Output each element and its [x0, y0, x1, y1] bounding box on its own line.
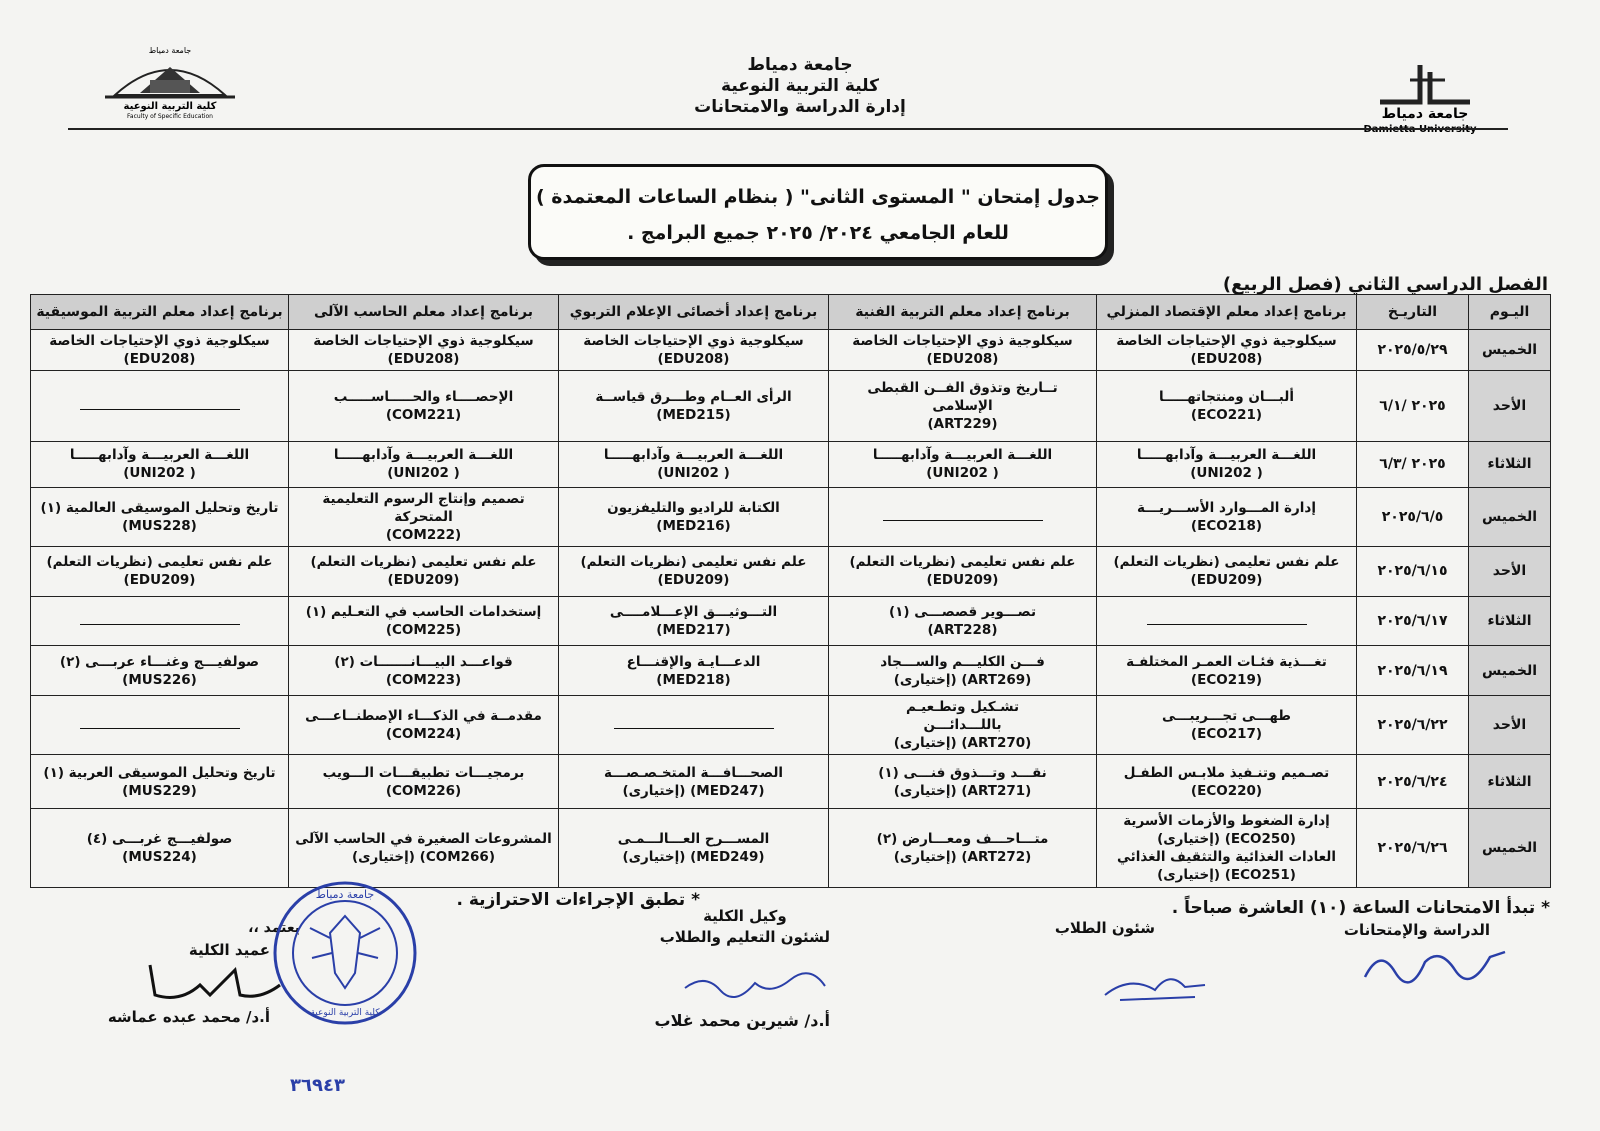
course-line: (ECO220) — [1190, 782, 1263, 799]
table-row — [31, 596, 1551, 646]
course-line: إستخدامات الحاسب في التعـليم (١) — [305, 603, 542, 620]
table-row — [31, 695, 1551, 754]
course-line: مقدمــة في الذكـــاء الإصطنــاعـــى — [305, 708, 542, 724]
course-cell — [289, 487, 559, 546]
course-cell — [829, 755, 1097, 809]
course-cell — [1097, 755, 1357, 809]
course-line: الكتابة للراديو والتليفزيون — [607, 499, 780, 516]
course-cell — [1097, 809, 1357, 888]
course-line: (ART272) (إختيارى) — [893, 849, 1032, 866]
course-line: (EDU209) — [1190, 572, 1263, 589]
date-cell: ٢٠٢٥/٦/٢٤ — [1357, 755, 1469, 809]
course-line: علم نفس تعليمى (نظريات التعلم) — [310, 554, 537, 571]
day-cell: الثلاثاء — [1469, 596, 1551, 646]
course-cell — [1097, 546, 1357, 596]
course-line: (ART229) — [927, 416, 998, 433]
course-line: صولفيـــج غربـــى (٤) — [86, 831, 233, 848]
course-cell — [31, 546, 289, 596]
column-header: برنامج إعداد معلم الإقتصاد المنزلي — [1097, 295, 1357, 330]
semester-label: الفصل الدراسي الثاني (فصل الربيع) — [1222, 274, 1548, 295]
start-time-note: * تبدأ الامتحانات الساعة (١٠) العاشرة صباحاً . — [1171, 898, 1550, 918]
course-cell — [1097, 330, 1357, 371]
table-row — [31, 546, 1551, 596]
logo-right-ar-text: جامعة دمياط — [1381, 106, 1469, 122]
column-header: برنامج إعداد معلم الحاسب الآلى — [289, 295, 559, 330]
course-line: علم نفس تعليمى (نظريات التعلم) — [849, 554, 1076, 571]
course-line: علم نفس تعليمى (نظريات التعلم) — [580, 554, 807, 571]
column-header: برنامج إعداد معلم التربية الفنية — [829, 295, 1097, 330]
course-cell — [289, 695, 559, 754]
date-cell: ٢٠٢٥/٦/١٩ — [1357, 646, 1469, 696]
course-line: تغـــذية فئـات العمـر المختلفـة — [1126, 653, 1327, 670]
course-line: (MUS229) — [122, 782, 197, 799]
course-line: (EDU209) — [387, 572, 460, 589]
department-name: إدارة الدراسة والامتحانات — [694, 97, 906, 117]
course-cell — [289, 646, 559, 696]
course-line: (ART270) (إختيارى) — [893, 735, 1032, 751]
course-line: (COM223) — [385, 671, 462, 688]
course-cell — [31, 596, 289, 646]
course-line: (EDU208) — [926, 351, 999, 367]
vice-dean-name: أ.د/ شيرين محمد غلاب — [654, 1011, 830, 1030]
course-line: قواعـــد البيـــانـــــــات (٢) — [334, 653, 513, 670]
table-row — [31, 371, 1551, 442]
course-cell — [559, 755, 829, 809]
course-line: سيكلوجية ذوي الإحتياجات الخاصة — [49, 333, 270, 349]
course-line: (MED215) — [656, 407, 731, 424]
university-name: جامعة دمياط — [747, 55, 853, 75]
course-cell — [829, 487, 1097, 546]
date-cell: ٢٠٢٥/٦/١٧ — [1357, 596, 1469, 646]
exam-table — [30, 294, 1551, 888]
course-cell — [829, 371, 1097, 442]
course-line: اللغـــة العربيـــة وآدابهـــــا — [333, 447, 514, 464]
precaution-note: * تطبق الإجراءات الاحترازية . — [456, 890, 700, 910]
course-cell — [559, 330, 829, 371]
course-line: طهـــى تجـــريبـــى — [1162, 708, 1291, 724]
course-line: (EDU208) — [387, 351, 460, 367]
course-line: ( UNI202) — [657, 465, 730, 482]
column-header: اليـوم — [1469, 295, 1551, 330]
dean-name: أ.د/ محمد عبده عماشه — [107, 1008, 270, 1026]
course-line: ( UNI202) — [123, 465, 196, 482]
course-cell — [559, 695, 829, 754]
course-line: (MUS226) — [122, 671, 197, 688]
course-cell — [829, 546, 1097, 596]
column-header: التاريـخ — [1357, 295, 1469, 330]
course-cell — [829, 596, 1097, 646]
dean-signature-icon — [140, 955, 290, 1005]
table-body — [31, 330, 1551, 888]
course-cell — [1097, 596, 1357, 646]
date-cell: ٢٠٢٥ /٦/٣ — [1357, 442, 1469, 487]
students-label: شئون الطلاب — [1054, 919, 1155, 937]
course-line: (COM266) (إختيارى) — [352, 849, 495, 866]
course-line: (ECO221) — [1190, 407, 1263, 424]
course-line: المســـرح العـــالـــمـى — [617, 831, 770, 848]
course-line: اللغـــة العربيـــة وآدابهـــــا — [69, 447, 250, 464]
course-line: التـــوثيـــق الإعـــلامــــى — [609, 603, 778, 620]
course-cell — [1097, 695, 1357, 754]
empty-slot-line — [1147, 624, 1307, 625]
column-header: برنامج إعداد معلم التربية الموسيقية — [31, 295, 289, 330]
course-line: إدارة الضغوط والأزمات الأسرية — [1123, 813, 1330, 830]
course-cell — [31, 646, 289, 696]
studies-label: الدراسة والإمتحانات — [1343, 921, 1490, 939]
course-line: الإسلامى — [932, 398, 993, 415]
seal-top-text: جامعة دمياط — [315, 888, 375, 901]
course-line: متـــاحـــف ومعـــارض (٢) — [876, 831, 1049, 848]
day-cell: الأحد — [1469, 695, 1551, 754]
day-cell: الأحد — [1469, 546, 1551, 596]
table-row — [31, 809, 1551, 888]
course-line: (MED217) — [656, 621, 731, 638]
course-line: سيكلوجية ذوي الإحتياجات الخاصة — [313, 333, 534, 349]
course-line: تصميم وإنتاج الرسوم التعليمية المتحركة — [322, 490, 525, 525]
course-line: باللـــدائـــن — [923, 717, 1002, 733]
course-line: (EDU209) — [657, 572, 730, 589]
course-line: إدارة المـــوارد الأســـريـــة — [1136, 499, 1316, 516]
course-line: المشروعات الصغيرة في الحاسب الآلى — [295, 831, 552, 848]
official-seal-icon — [270, 878, 420, 1028]
course-line: ألبـــان ومنتجاتهـــــا — [1158, 389, 1295, 406]
course-line: (COM222) — [385, 526, 462, 543]
empty-slot-line — [80, 728, 240, 729]
course-line: تاريخ وتحليل الموسيقى العالمية (١) — [40, 499, 279, 516]
course-line: (ART269) (إختيارى) — [893, 671, 1032, 688]
course-line: (MED218) — [656, 671, 731, 688]
course-line: (COM221) — [385, 407, 462, 424]
dean-approve-label: يعتمد ،، — [248, 920, 300, 936]
course-line: صولفيـــج وغنـــاء عربـــى (٢) — [59, 653, 260, 670]
empty-slot-line — [614, 728, 774, 729]
course-cell — [1097, 646, 1357, 696]
course-line: (MED247) (إختيارى) — [622, 782, 765, 799]
empty-slot-line — [80, 624, 240, 625]
logo-left-ar-text: كلية التربية النوعية — [123, 101, 217, 112]
date-cell: ٢٠٢٥ /٦/١ — [1357, 371, 1469, 442]
course-cell — [289, 755, 559, 809]
course-cell — [829, 809, 1097, 888]
date-cell: ٢٠٢٥/٥/٢٩ — [1357, 330, 1469, 371]
course-line: (EDU208) — [123, 351, 196, 367]
course-line: (EDU209) — [123, 572, 196, 589]
course-cell — [1097, 371, 1357, 442]
header-divider — [68, 128, 1508, 130]
course-cell — [289, 809, 559, 888]
course-line: العادات الغذائية والتثقيف الغذائي — [1117, 849, 1336, 866]
course-line: ( UNI202) — [387, 465, 460, 482]
course-line: (MED249) (إختيارى) — [622, 849, 765, 866]
course-cell — [559, 546, 829, 596]
course-line: تاريخ وتحليل الموسيقى العربية (١) — [43, 764, 276, 781]
course-line: برمجيـــات تطبيقـــات الـــويب — [322, 764, 525, 781]
course-line: اللغـــة العربيـــة وآدابهـــــا — [872, 447, 1053, 464]
course-line: (ART228) — [927, 621, 998, 638]
dean-title: عميد الكلية — [188, 941, 270, 959]
course-line: (ECO218) — [1190, 517, 1263, 534]
day-cell: الخميس — [1469, 330, 1551, 371]
table-row — [31, 755, 1551, 809]
day-cell: الثلاثاء — [1469, 442, 1551, 487]
day-cell: الأحد — [1469, 371, 1551, 442]
date-cell: ٢٠٢٥/٦/٢٦ — [1357, 809, 1469, 888]
course-line: (ECO217) — [1190, 726, 1263, 742]
institution-header — [0, 55, 1600, 118]
course-line: الدعـــايـة والإقنـــاع — [626, 653, 761, 670]
students-signature-icon — [1100, 965, 1210, 1005]
table-row — [31, 487, 1551, 546]
course-line: (ECO251) (إختيارى) — [1157, 867, 1296, 884]
course-cell — [559, 596, 829, 646]
title-line-1: جدول إمتحان " المستوى الثانى" ( بنظام الساعات المعتمدة ) — [535, 186, 1100, 208]
course-line: سيكلوجية ذوي الإحتياجات الخاصة — [583, 333, 804, 349]
course-line: (COM224) — [385, 726, 462, 742]
students-signature-block — [1055, 918, 1155, 939]
course-line: تصـــوير قصصـــى (١) — [888, 603, 1037, 620]
table-row — [31, 330, 1551, 371]
course-cell — [559, 371, 829, 442]
course-cell — [829, 646, 1097, 696]
course-line: الإحصــــاء والحـــــاســـــب — [333, 389, 514, 406]
title-box — [528, 164, 1108, 260]
seal-number: ٣٦٩٤٣ — [290, 1075, 345, 1096]
course-cell — [289, 330, 559, 371]
course-line: ( UNI202) — [1190, 465, 1263, 482]
course-line: (MUS228) — [122, 517, 197, 534]
day-cell: الثلاثاء — [1469, 755, 1551, 809]
course-cell — [31, 487, 289, 546]
faculty-name: كلية التربية النوعية — [721, 76, 879, 96]
course-line: سيكلوجية ذوي الإحتياجات الخاصة — [852, 333, 1073, 349]
course-cell — [829, 330, 1097, 371]
course-line: علم نفس تعليمى (نظريات التعلم) — [46, 554, 273, 571]
course-cell — [289, 596, 559, 646]
logo-left-top-text: جامعة دمياط — [148, 46, 192, 55]
course-line: (ART271) (إختيارى) — [893, 782, 1032, 799]
course-line: سيكلوجية ذوي الإحتياجات الخاصة — [1116, 333, 1337, 349]
table-row — [31, 442, 1551, 487]
course-cell — [829, 442, 1097, 487]
course-line: نقـــد وتـــذوق فنـــى (١) — [878, 764, 1047, 781]
course-line: علم نفس تعليمى (نظريات التعلم) — [1113, 554, 1340, 571]
course-line: ( UNI202) — [926, 465, 999, 482]
course-line: (ECO219) — [1190, 671, 1263, 688]
column-header: برنامج إعداد أخصائى الإعلام التربوي — [559, 295, 829, 330]
course-line: فـــن الكليـــم والســـجاد — [880, 653, 1045, 670]
course-line: (EDU208) — [657, 351, 730, 367]
course-cell — [31, 330, 289, 371]
day-cell: الخميس — [1469, 646, 1551, 696]
vice-dean-signature-icon — [680, 968, 830, 1002]
course-cell — [1097, 487, 1357, 546]
course-line: (MED216) — [656, 517, 731, 534]
course-line: تشـكيل وتطـعيـم — [905, 699, 1020, 715]
vice-dean-signature-block — [660, 906, 830, 948]
course-cell — [31, 755, 289, 809]
course-line: تصـميم وتنـفيذ ملابـس الطفـل — [1123, 764, 1330, 781]
logo-right-en-text: Damietta University — [1363, 124, 1477, 135]
course-cell — [289, 442, 559, 487]
course-cell — [559, 442, 829, 487]
vice-dean-subtitle: لشئون التعليم والطلاب — [659, 928, 830, 946]
course-cell — [559, 487, 829, 546]
date-cell: ٢٠٢٥/٦/٥ — [1357, 487, 1469, 546]
empty-slot-line — [80, 409, 240, 410]
course-cell — [31, 695, 289, 754]
course-cell — [31, 809, 289, 888]
date-cell: ٢٠٢٥/٦/١٥ — [1357, 546, 1469, 596]
course-cell — [829, 695, 1097, 754]
course-line: اللغـــة العربيـــة وآدابهـــــا — [603, 447, 784, 464]
course-line: تــاريخ وتذوق الفــن القبطى — [867, 380, 1058, 397]
course-cell — [289, 371, 559, 442]
course-cell — [559, 809, 829, 888]
course-line: الصحـــافـــة المتخـصـصـــة — [603, 764, 784, 781]
table-row — [31, 646, 1551, 696]
vice-dean-title: وكيل الكلية — [703, 907, 787, 925]
course-line: الرأى العــام وطـــرق قياســة — [595, 389, 792, 406]
course-line: (EDU209) — [926, 572, 999, 589]
date-cell: ٢٠٢٥/٦/٢٢ — [1357, 695, 1469, 754]
title-line-2: للعام الجامعي ٢٠٢٤/ ٢٠٢٥ جميع البرامج . — [627, 222, 1009, 244]
course-cell — [1097, 442, 1357, 487]
day-cell: الخميس — [1469, 809, 1551, 888]
empty-slot-line — [883, 520, 1043, 521]
studies-signature-icon — [1360, 942, 1510, 987]
seal-bottom-text: كلية التربية النوعية — [310, 1008, 380, 1018]
course-line: (ECO250) (إختيارى) — [1157, 831, 1296, 848]
course-line: (COM226) — [385, 782, 462, 799]
course-cell — [559, 646, 829, 696]
course-cell — [31, 371, 289, 442]
course-line: (COM225) — [385, 621, 462, 638]
course-line: اللغـــة العربيـــة وآدابهـــــا — [1136, 447, 1317, 464]
course-line: (MUS224) — [122, 849, 197, 866]
logo-left-en-text: Faculty of Specific Education — [127, 113, 213, 120]
table-header-row — [31, 295, 1551, 330]
studies-signature-block — [1344, 920, 1490, 941]
day-cell: الخميس — [1469, 487, 1551, 546]
course-cell — [31, 442, 289, 487]
course-line: (EDU208) — [1190, 351, 1263, 367]
course-cell — [289, 546, 559, 596]
